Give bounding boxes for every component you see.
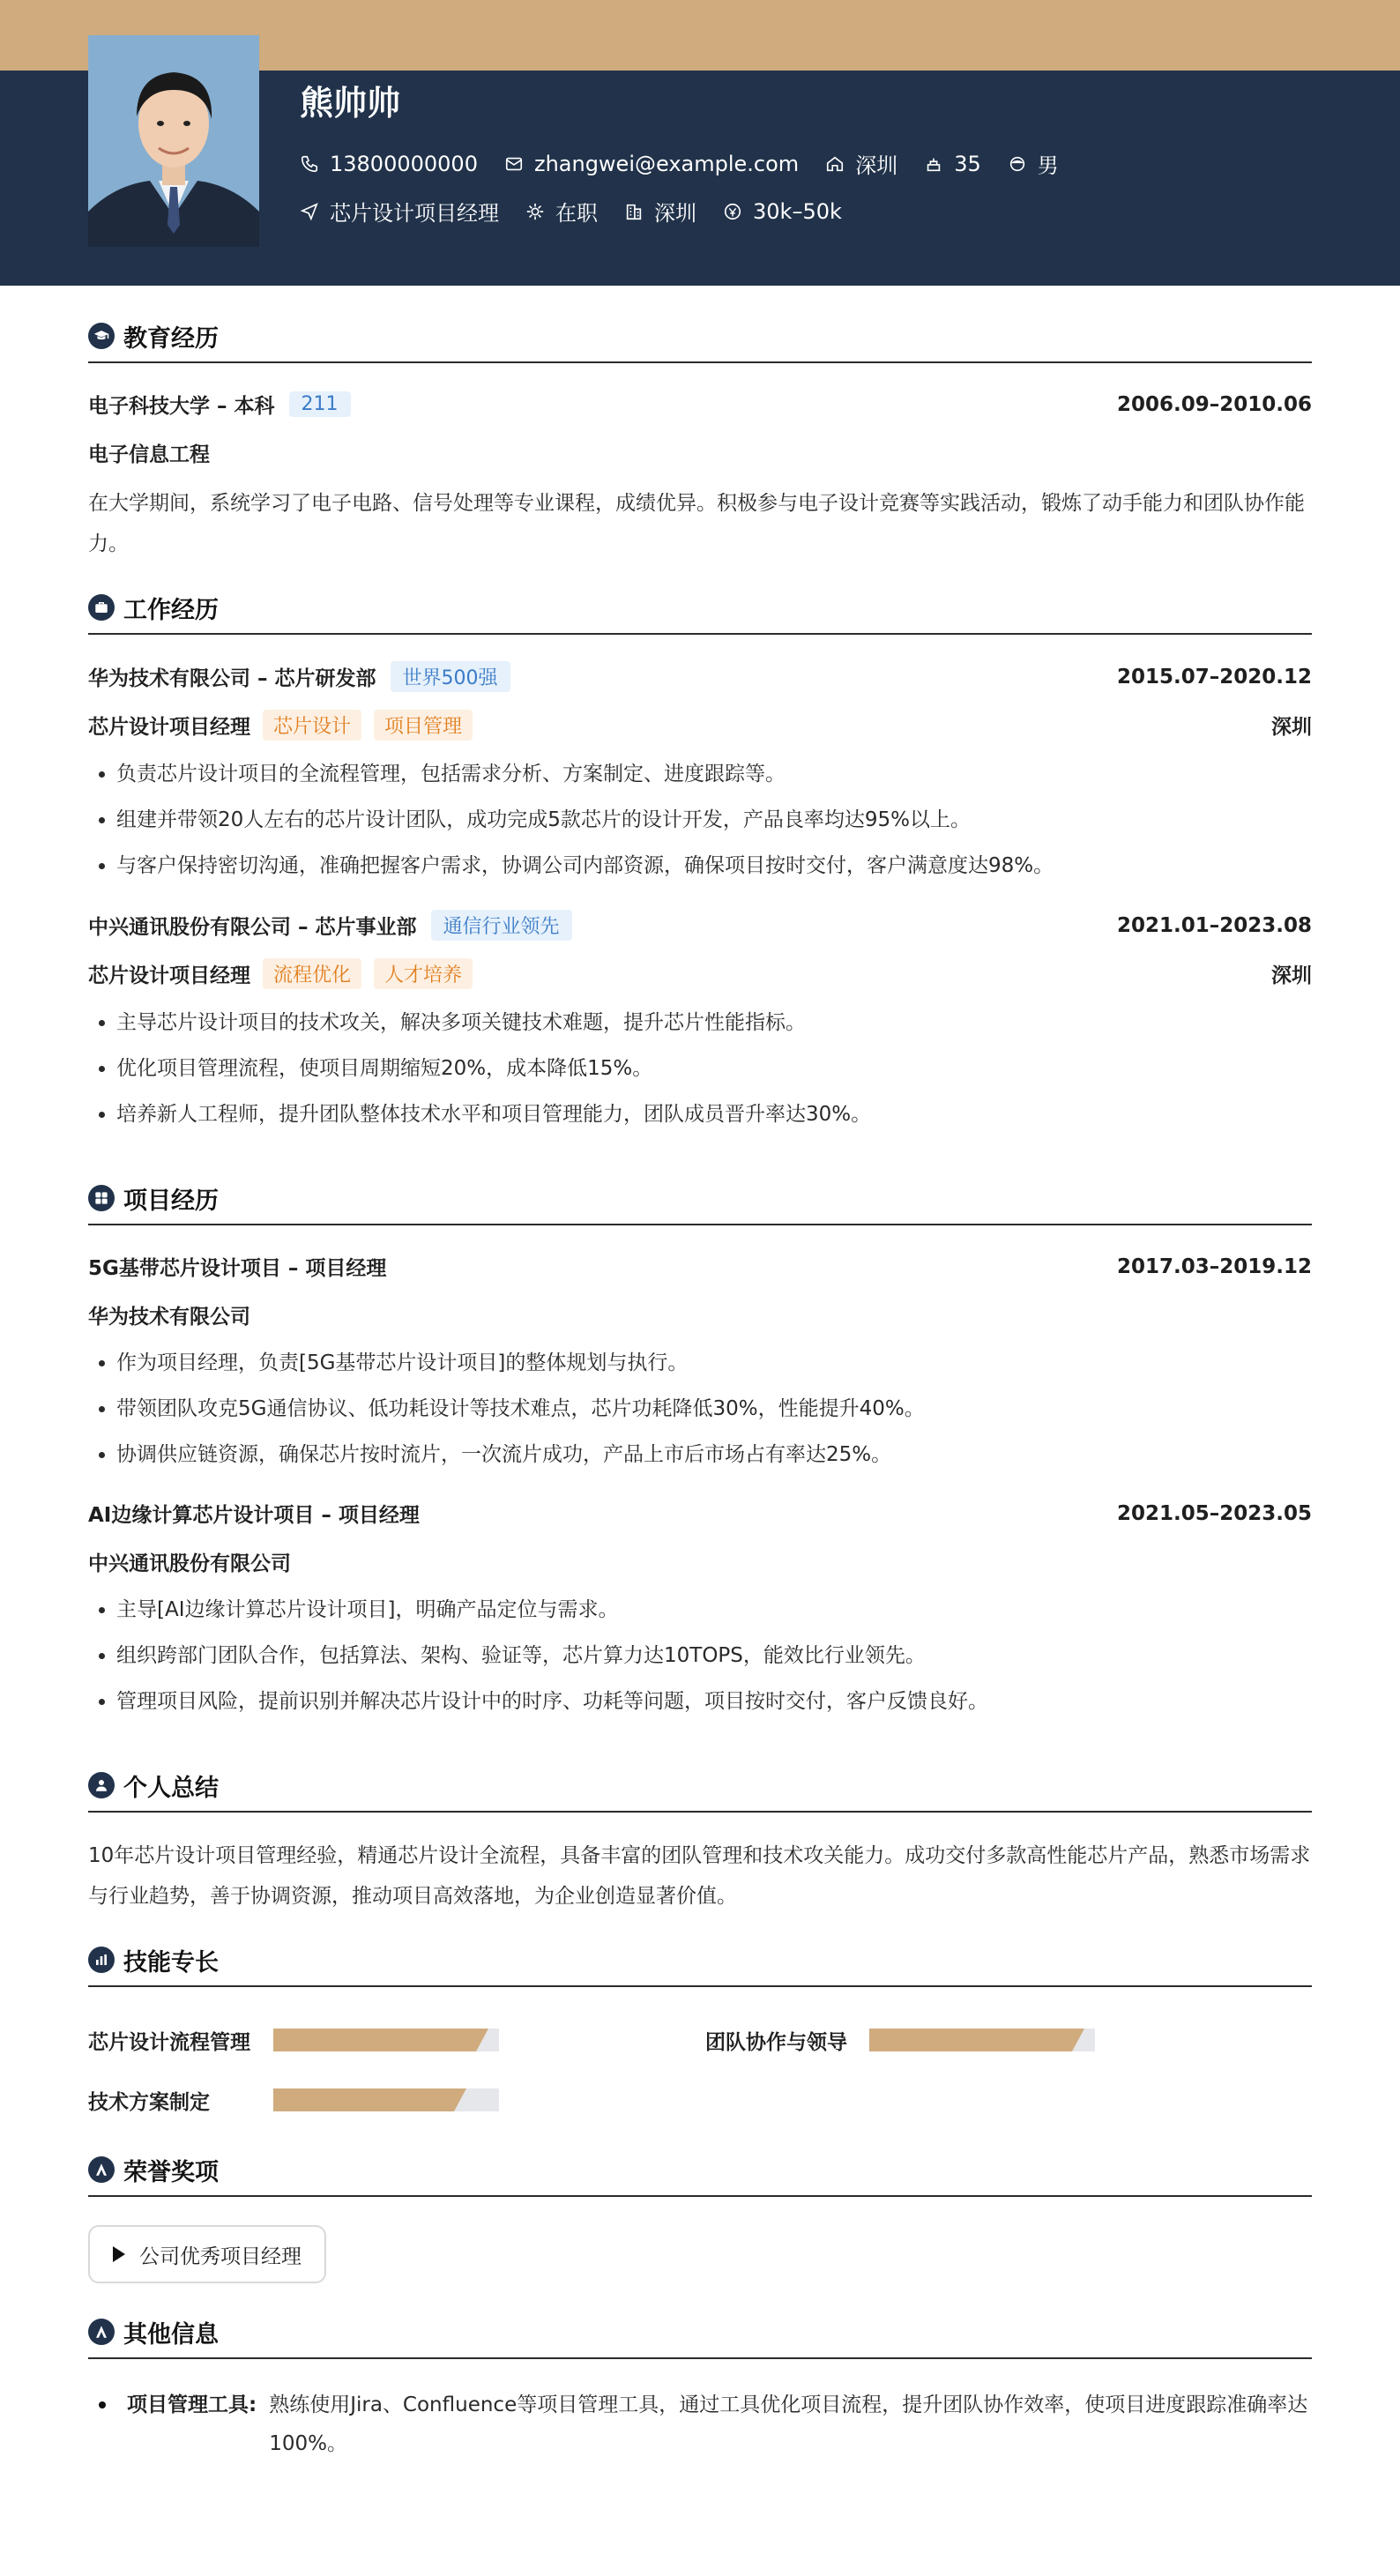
graduation-cap-icon	[88, 323, 115, 349]
skill-bar	[273, 2088, 499, 2111]
work-role-row	[88, 710, 1312, 741]
skill-item	[705, 2010, 1312, 2070]
other-item	[88, 2386, 1312, 2463]
section-title: 工作经历	[123, 596, 219, 624]
work-bullets	[88, 1000, 1312, 1137]
gender-icon	[1008, 154, 1027, 174]
list-item: • 带领团队攻克5G通信协议、低功耗设计等技术难点，芯片功耗降低30%，性能提升40%。	[116, 1386, 1312, 1432]
role-tag: 人才培养	[374, 958, 473, 989]
project-bullets	[88, 1340, 1312, 1478]
section-work	[88, 582, 1312, 635]
section-title: 教育经历	[123, 324, 219, 353]
section-honors	[88, 2144, 1312, 2197]
summary-text: 10年芯片设计项目管理经验，精通芯片设计全流程，具备丰富的团队管理和技术攻关能力。成功交付多款高性能芯片产品，熟悉市场需求与行业趋势，善于协调资源，推动项目高效落地，为企业创造显著价值。	[88, 1844, 1311, 1908]
status-icon	[525, 202, 545, 221]
bullet-dot	[99, 2401, 106, 2408]
honor-item	[88, 2225, 326, 2283]
skill-bar-fill	[273, 2029, 476, 2051]
project-entry	[88, 1499, 1312, 1724]
section-education	[88, 310, 1312, 363]
skill-name: 团队协作与领导	[705, 2030, 847, 2054]
list-item: • 优化项目管理流程，使项目周期缩短20%，成本降低15%。	[116, 1046, 1312, 1091]
hometown-item	[825, 148, 897, 179]
company-tag: 通信行业领先	[431, 910, 572, 941]
section-title: 其他信息	[123, 2320, 219, 2349]
work-company-row	[88, 910, 1312, 941]
skill-item	[88, 2070, 705, 2130]
list-item: • 协调供应链资源，确保芯片按时流片，一次流片成功，产品上市后市场占有率达25%。	[116, 1432, 1312, 1478]
project-entry	[88, 1252, 1312, 1478]
section-title: 技能专长	[123, 1948, 219, 1977]
work-bullets	[88, 751, 1312, 889]
school-tag: 211	[289, 391, 351, 417]
section-title: 个人总结	[123, 1774, 219, 1802]
skills-grid	[88, 2010, 1312, 2130]
cake-icon	[924, 154, 943, 174]
target-job-value: 芯片设计项目经理	[330, 201, 499, 226]
phone-item	[300, 152, 478, 176]
work-entry	[88, 661, 1312, 889]
list-item: • 培养新人工程师，提升团队整体技术水平和项目管理能力，团队成员晋升率达30%。	[116, 1091, 1312, 1137]
candidate-name: 熊帅帅	[300, 84, 401, 123]
list-item: • 主导[AI边缘计算芯片设计项目]，明确产品定位与需求。	[116, 1587, 1312, 1633]
job-role: 芯片设计项目经理	[88, 964, 250, 987]
section-projects	[88, 1173, 1312, 1225]
job-role: 芯片设计项目经理	[88, 716, 250, 739]
education-row	[88, 390, 1312, 419]
project-title: AI边缘计算芯片设计项目 – 项目经理	[88, 1504, 420, 1527]
target-job-item	[300, 196, 499, 227]
company-name: 中兴通讯股份有限公司 – 芯片事业部	[88, 916, 417, 939]
project-title-row	[88, 1252, 1312, 1281]
coin-icon	[723, 202, 742, 221]
section-title: 荣誉奖项	[123, 2158, 219, 2186]
phone-value: 13800000000	[330, 151, 478, 176]
list-item: • 组建并带领20人左右的芯片设计团队，成功完成5款芯片的设计开发，产品良率均达95%以上。	[116, 797, 1312, 843]
award-icon	[88, 2156, 115, 2183]
email-value: zhangwei@example.com	[533, 151, 800, 176]
gender-item	[1008, 148, 1059, 179]
age-value: 35	[954, 151, 981, 176]
building-icon	[624, 202, 644, 221]
gender-value: 男	[1037, 153, 1059, 178]
education-desc: 在大学期间，系统学习了电子电路、信号处理等专业课程，成绩优异。积极参与电子设计竞赛等实践活动，锻炼了动手能力和团队协作能力。	[88, 492, 1305, 555]
salary-value: 30k–50k	[753, 198, 842, 224]
role-tag: 芯片设计	[263, 710, 361, 741]
list-item: • 主导芯片设计项目的技术攻关，解决多项关键技术难题，提升芯片性能指标。	[116, 1000, 1312, 1046]
work-entry	[88, 910, 1312, 1137]
grid-icon	[88, 1185, 115, 1211]
user-icon	[88, 1772, 115, 1798]
project-bullets	[88, 1587, 1312, 1724]
work-role-row	[88, 958, 1312, 989]
work-city: 深圳	[1271, 964, 1312, 987]
job-intent-row	[300, 196, 868, 227]
company-tag: 世界500强	[391, 661, 510, 692]
project-company-row	[88, 1547, 1312, 1576]
phone-icon	[300, 154, 319, 174]
avatar	[88, 35, 259, 247]
honor-label: 公司优秀项目经理	[139, 2245, 302, 2268]
send-icon	[300, 202, 319, 221]
salary-item	[723, 199, 842, 224]
project-company: 中兴通讯股份有限公司	[88, 1552, 291, 1575]
project-period: 2017.03–2019.12	[1116, 1254, 1312, 1278]
section-summary	[88, 1760, 1312, 1813]
skill-bar-fill	[273, 2088, 454, 2111]
skill-bar	[273, 2029, 499, 2051]
project-company: 华为技术有限公司	[88, 1306, 250, 1329]
education-period: 2006.09–2010.06	[1116, 392, 1312, 416]
caret-right-icon	[113, 2246, 125, 2262]
work-company-row	[88, 661, 1312, 692]
company-name: 华为技术有限公司 – 芯片研发部	[88, 667, 376, 690]
skill-name: 芯片设计流程管理	[88, 2030, 250, 2054]
project-title-row	[88, 1499, 1312, 1528]
project-company-row	[88, 1300, 1312, 1329]
profile-header	[0, 71, 1400, 286]
target-city-item	[624, 196, 696, 227]
list-item: • 管理项目风险，提前识别并解决芯片设计中的时序、功耗等问题，项目按时交付，客户反馈良好。	[116, 1679, 1312, 1724]
section-title: 项目经历	[123, 1187, 219, 1215]
work-period: 2015.07–2020.12	[1116, 665, 1312, 689]
home-icon	[825, 154, 845, 174]
award-icon	[88, 2319, 115, 2345]
project-title: 5G基带芯片设计项目 – 项目经理	[88, 1257, 387, 1280]
role-tag: 项目管理	[374, 710, 473, 741]
hometown-value: 深圳	[855, 153, 898, 178]
school-name: 电子科技大学 – 本科	[88, 395, 275, 418]
role-tag: 流程优化	[263, 958, 361, 989]
skill-name: 技术方案制定	[88, 2090, 210, 2114]
other-label: 项目管理工具:	[127, 2394, 257, 2416]
work-period: 2021.01–2023.08	[1116, 913, 1312, 937]
other-text: 熟练使用Jira、Confluence等项目管理工具，通过工具优化项目流程，提升团队协作效率，使项目进度跟踪准确率达100%。	[269, 2394, 1308, 2455]
status-item	[525, 196, 598, 227]
list-item: • 与客户保持密切沟通，准确把握客户需求，协调公司内部资源，确保项目按时交付，客户满意度达98%。	[116, 843, 1312, 889]
work-city: 深圳	[1271, 716, 1312, 739]
list-item: • 作为项目经理，负责[5G基带芯片设计项目]的整体规划与执行。	[116, 1340, 1312, 1386]
bar-chart-icon	[88, 1947, 115, 1973]
briefcase-icon	[88, 594, 115, 621]
section-skills	[88, 1934, 1312, 1987]
list-item: • 负责芯片设计项目的全流程管理，包括需求分析、方案制定、进度跟踪等。	[116, 751, 1312, 797]
contact-row	[300, 148, 1085, 179]
project-period: 2021.05–2023.05	[1116, 1501, 1312, 1525]
section-other	[88, 2306, 1312, 2359]
skill-item	[88, 2010, 705, 2070]
resume-content	[88, 286, 1312, 2463]
list-item: • 组织跨部门团队合作，包括算法、架构、验证等，芯片算力达10TOPS，能效比行业领先。	[116, 1633, 1312, 1679]
target-city-value: 深圳	[654, 201, 696, 226]
skill-bar-fill	[869, 2029, 1072, 2051]
skill-bar	[869, 2029, 1095, 2051]
major-name: 电子信息工程	[88, 443, 210, 466]
email-item	[504, 152, 799, 176]
age-item	[924, 152, 981, 176]
mail-icon	[504, 154, 524, 174]
major-row	[88, 438, 1312, 467]
status-value: 在职	[555, 201, 598, 226]
